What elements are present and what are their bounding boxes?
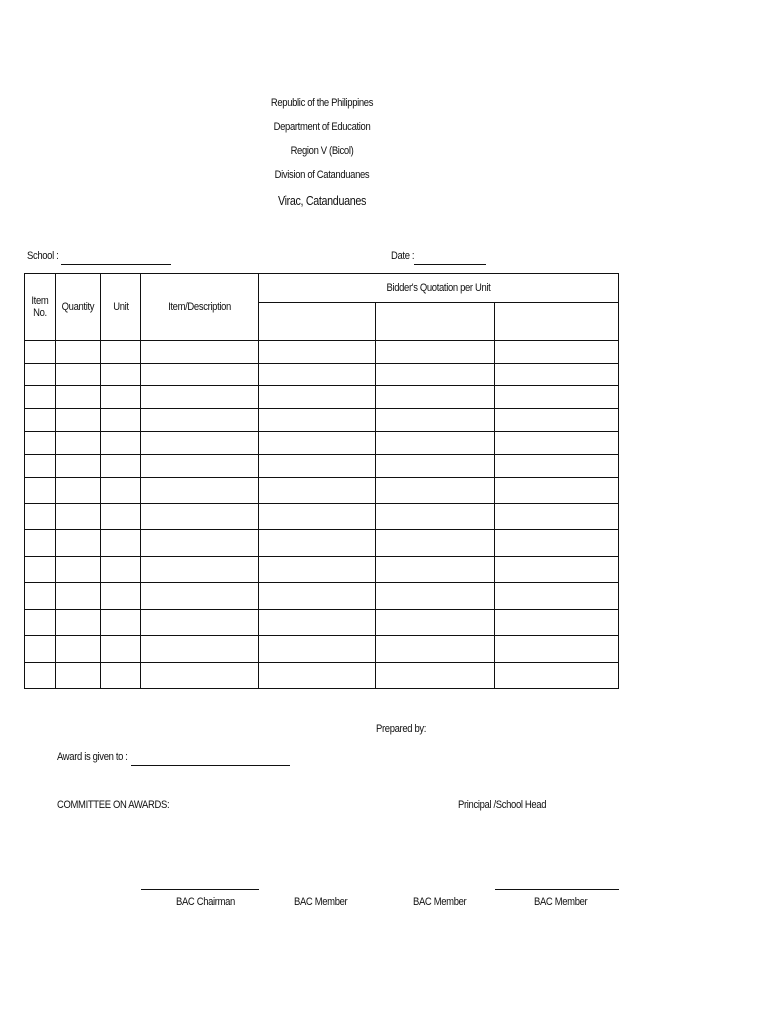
table-row <box>25 432 619 455</box>
table-cell[interactable] <box>101 557 141 583</box>
table-cell[interactable] <box>495 583 619 610</box>
table-cell[interactable] <box>101 636 141 663</box>
table-row <box>25 583 619 610</box>
table-cell[interactable] <box>259 455 376 478</box>
table-cell[interactable] <box>56 478 101 504</box>
header-city: Virac, Catanduanes <box>277 194 367 208</box>
award-label: Award is given to : <box>57 751 128 763</box>
table-cell[interactable] <box>101 409 141 432</box>
school-label: School : <box>27 250 59 262</box>
committee-label: COMMITTEE ON AWARDS: <box>57 799 170 811</box>
table-cell[interactable] <box>259 386 376 409</box>
bidder-3-header <box>495 303 619 341</box>
table-cell[interactable] <box>376 386 495 409</box>
col-unit: Unit <box>101 274 141 341</box>
table-cell[interactable] <box>495 557 619 583</box>
table-cell[interactable] <box>56 409 101 432</box>
table-cell[interactable] <box>25 557 56 583</box>
quotation-table <box>24 273 619 689</box>
table-cell[interactable] <box>25 530 56 557</box>
table-cell[interactable] <box>495 386 619 409</box>
table-cell[interactable] <box>101 455 141 478</box>
table-cell[interactable] <box>376 409 495 432</box>
table-cell[interactable] <box>25 478 56 504</box>
table-row <box>25 364 619 386</box>
col-quantity: Quantity <box>56 274 101 341</box>
table-cell[interactable] <box>56 530 101 557</box>
table-cell[interactable] <box>376 557 495 583</box>
table-cell[interactable] <box>101 610 141 636</box>
table-cell[interactable] <box>141 455 259 478</box>
sig-bac-member-1: BAC Member <box>294 896 348 908</box>
table-row <box>25 530 619 557</box>
table-cell[interactable] <box>25 610 56 636</box>
table-cell[interactable] <box>376 364 495 386</box>
principal-label: Principal /School Head <box>458 799 547 811</box>
table-row <box>25 610 619 636</box>
table-cell[interactable] <box>25 432 56 455</box>
table-cell[interactable] <box>495 341 619 364</box>
table-cell[interactable] <box>376 341 495 364</box>
table-cell[interactable] <box>141 341 259 364</box>
table-cell[interactable] <box>376 636 495 663</box>
table-cell[interactable] <box>259 409 376 432</box>
table-cell[interactable] <box>56 455 101 478</box>
col-bidders-quotation: Bidder's Quotation per Unit <box>259 274 619 303</box>
table-cell[interactable] <box>141 636 259 663</box>
table-cell[interactable] <box>101 341 141 364</box>
table-cell[interactable] <box>259 583 376 610</box>
table-cell[interactable] <box>376 455 495 478</box>
table-cell[interactable] <box>495 504 619 530</box>
table-cell[interactable] <box>101 504 141 530</box>
table-row <box>25 341 619 364</box>
table-cell[interactable] <box>25 663 56 689</box>
member-signature-line[interactable] <box>495 889 619 890</box>
table-row <box>25 386 619 409</box>
col-item-description: Item/Description <box>141 274 259 341</box>
table-cell[interactable] <box>495 663 619 689</box>
table-cell[interactable] <box>25 386 56 409</box>
sig-bac-chairman: BAC Chairman <box>176 896 235 908</box>
table-cell[interactable] <box>101 364 141 386</box>
table-row <box>25 478 619 504</box>
table-cell[interactable] <box>495 530 619 557</box>
table-cell[interactable] <box>56 583 101 610</box>
table-cell[interactable] <box>25 455 56 478</box>
table-cell[interactable] <box>56 636 101 663</box>
award-field[interactable] <box>131 765 290 766</box>
sig-bac-member-3: BAC Member <box>534 896 588 908</box>
table-cell[interactable] <box>259 432 376 455</box>
table-cell[interactable] <box>101 583 141 610</box>
table-cell[interactable] <box>259 364 376 386</box>
table-cell[interactable] <box>56 432 101 455</box>
table-cell[interactable] <box>495 636 619 663</box>
table-row <box>25 455 619 478</box>
school-field[interactable] <box>61 264 171 265</box>
table-cell[interactable] <box>56 663 101 689</box>
table-cell[interactable] <box>495 610 619 636</box>
table-cell[interactable] <box>495 478 619 504</box>
table-cell[interactable] <box>259 636 376 663</box>
chairman-signature-line[interactable] <box>141 889 259 890</box>
table-cell[interactable] <box>495 409 619 432</box>
table-cell[interactable] <box>141 432 259 455</box>
table-cell[interactable] <box>25 636 56 663</box>
table-cell[interactable] <box>56 557 101 583</box>
table-cell[interactable] <box>259 341 376 364</box>
table-cell[interactable] <box>56 504 101 530</box>
table-cell[interactable] <box>495 432 619 455</box>
table-cell[interactable] <box>141 409 259 432</box>
table-cell[interactable] <box>376 583 495 610</box>
table-cell[interactable] <box>376 663 495 689</box>
table-cell[interactable] <box>376 504 495 530</box>
table-cell[interactable] <box>259 663 376 689</box>
table-cell[interactable] <box>56 386 101 409</box>
table-cell[interactable] <box>259 557 376 583</box>
table-cell[interactable] <box>101 432 141 455</box>
bidder-2-header <box>376 303 495 341</box>
table-cell[interactable] <box>101 386 141 409</box>
col-item-no: Item No. <box>25 274 56 341</box>
table-cell[interactable] <box>25 583 56 610</box>
table-cell[interactable] <box>141 504 259 530</box>
table-row <box>25 409 619 432</box>
header-republic: Republic of the Philippines <box>270 97 374 109</box>
date-field[interactable] <box>414 264 486 265</box>
table-cell[interactable] <box>141 610 259 636</box>
prepared-by-label: Prepared by: <box>376 723 427 735</box>
table-cell[interactable] <box>141 364 259 386</box>
table-row <box>25 504 619 530</box>
table-cell[interactable] <box>141 386 259 409</box>
table-row <box>25 557 619 583</box>
table-cell[interactable] <box>25 409 56 432</box>
table-cell[interactable] <box>376 530 495 557</box>
header-department: Department of Education <box>273 121 371 133</box>
table-cell[interactable] <box>101 478 141 504</box>
table-cell[interactable] <box>376 610 495 636</box>
sig-bac-member-2: BAC Member <box>413 896 467 908</box>
table-cell[interactable] <box>141 583 259 610</box>
bidder-1-header <box>259 303 376 341</box>
table-row <box>25 636 619 663</box>
table-cell[interactable] <box>259 610 376 636</box>
date-label: Date : <box>391 250 415 262</box>
table-cell[interactable] <box>101 663 141 689</box>
table-cell[interactable] <box>141 478 259 504</box>
table-cell[interactable] <box>376 432 495 455</box>
header-division: Division of Catanduanes <box>274 169 370 181</box>
table-cell[interactable] <box>141 557 259 583</box>
table-cell[interactable] <box>56 341 101 364</box>
table-cell[interactable] <box>141 663 259 689</box>
table-cell[interactable] <box>56 610 101 636</box>
table-cell[interactable] <box>376 478 495 504</box>
table-cell[interactable] <box>495 364 619 386</box>
table-cell[interactable] <box>56 364 101 386</box>
table-cell[interactable] <box>25 341 56 364</box>
table-cell[interactable] <box>259 504 376 530</box>
table-cell[interactable] <box>259 478 376 504</box>
table-row <box>25 663 619 689</box>
table-cell[interactable] <box>141 530 259 557</box>
header-region: Region V (Bicol) <box>290 145 354 157</box>
table-cell[interactable] <box>259 530 376 557</box>
table-cell[interactable] <box>25 504 56 530</box>
table-cell[interactable] <box>495 455 619 478</box>
table-cell[interactable] <box>101 530 141 557</box>
table-cell[interactable] <box>25 364 56 386</box>
